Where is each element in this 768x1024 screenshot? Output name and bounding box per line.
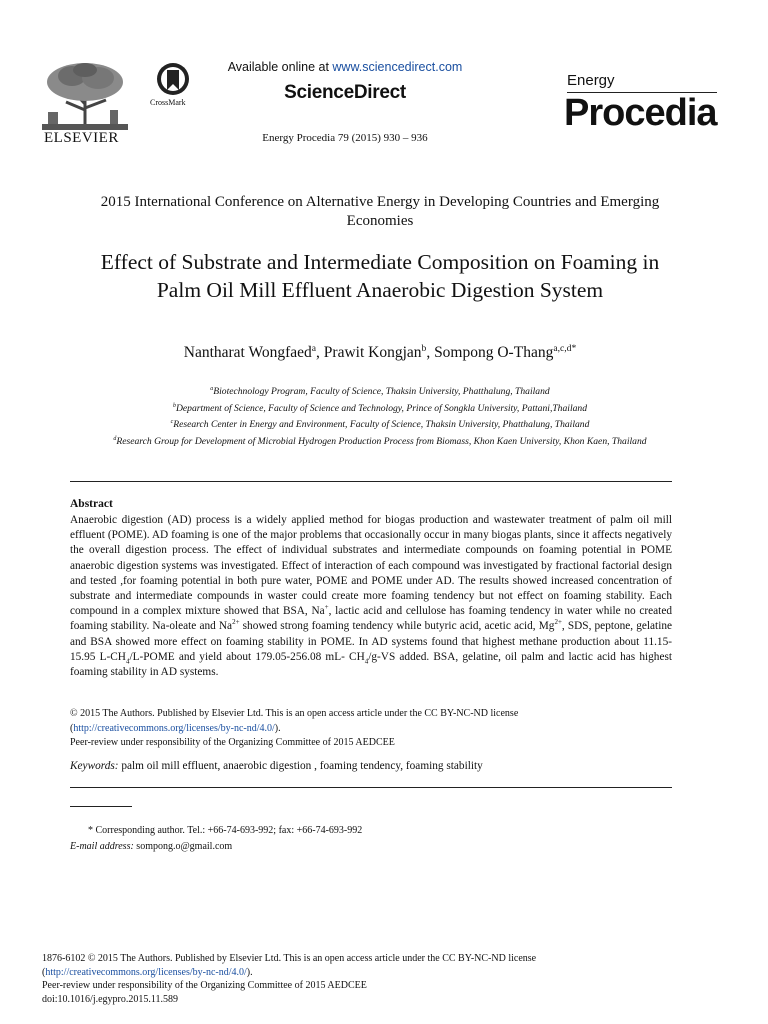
corresponding-author: * Corresponding author. Tel.: +66-74-693-992; fax: +66-74-693-992 — [88, 825, 363, 836]
sciencedirect-brand: ScienceDirect — [284, 82, 406, 103]
abstract-body: Anaerobic digestion (AD) process is a widely applied method for biogas production and wastewater treatment of palm oil mill effluent (POME). AD foaming is one of the major problems that occasionally occur in many biogas plants, since it affects negatively the overall digestion process. The effect of individual substrates and intermediate compounds on foaming potential in POME anaerobic digestion systems was investigated. Effect of interaction of each compound was investigated by fractional factorial design and tested ,for foaming potential in both pure water, POME and POME under AD. The results showed increased concentration of substrate and intermediate compounds in waster could create more foaming tendency but not effect on foaming stability. Each compound in a complex mixture showed that BSA, Na+, lactic acid and cellulose has foaming tendency in water while no created foaming stability. Na-oleate and $Na^{2+}$ showed strong foaming tendency while butyric acid, acetic acid, $Mg^{2+}$, SDS, peptone, gelatine and BSA showed more effect on foaming stability in POME. In AD systems found that highest methane production about 11.15-15.95 $L-CH_4/L$-POME and yield about 179.05-256.08 mL- $CH_4/g-VS$ added. BSA, gelatine, oil palm and lactic acid has highest foaming stability in AD systems. — [70, 514, 673, 679]
journal-name-bottom: Procedia — [564, 92, 717, 134]
email-line: E-mail address: sompong.o@gmail.com — [70, 841, 233, 852]
affiliations — [80, 384, 680, 450]
elsevier-tree-icon — [42, 60, 128, 130]
crossmark-logo[interactable] — [150, 62, 196, 112]
keywords-text: palm oil mill effluent, anaerobic digestion , foaming tendency, foaming stability — [118, 760, 483, 772]
author-name: Sompong O-Thang — [434, 344, 554, 361]
abstract-bottom-rule — [70, 787, 672, 788]
crossmark-label: CrossMark — [150, 98, 186, 107]
license-block: © 2015 The Authors. Published by Elsevier Ltd. This is an open access article under the CC BY-NC-ND license (http://creativecommons.org/licenses/by-nc-nd/4.0/). Peer-review under responsibility of the Organizing Committee of 2015 AEDCEE — [70, 708, 519, 748]
conference-name: 2015 International Conference on Alternative Energy in Developing Countries and Emerging Economies — [100, 194, 660, 229]
keywords — [70, 760, 672, 772]
author-list: Nantharat Wongfaed$^a$, Prawit Kongjan$^b$, Sompong O-Thang$^{a,c,d*}$ — [183, 342, 577, 361]
doi: doi:10.1016/j.egypro.2015.11.589 — [42, 994, 179, 1006]
footer-license-link[interactable]: http://creativecommons.org/licenses/by-nc-nd/4.0/ — [45, 966, 247, 978]
available-online: Available online at www.sciencedirect.com — [227, 60, 463, 74]
citation-line: Energy Procedia 79 (2015) 930 – 936 — [262, 132, 428, 144]
publisher-name: ELSEVIER — [44, 130, 119, 146]
journal-name-top: Energy — [567, 72, 615, 89]
keywords-label: Keywords: — [70, 760, 119, 772]
email-link[interactable]: sompong.o@gmail.com — [133, 841, 233, 852]
affiliation-item: $^d$Research Group for Development of Microbial Hydrogen Production Process from Biomass, Khon Kaen University, Khon Kaen, Thailand — [113, 435, 647, 447]
sciencedirect-link[interactable]: www.sciencedirect.com — [332, 60, 463, 74]
license-link[interactable]: http://creativecommons.org/licenses/by-nc-nd/4.0/ — [73, 722, 275, 734]
paper-title: Effect of Substrate and Intermediate Composition on Foaming in Palm Oil Mill Effluent Anaerobic Digestion System — [100, 250, 660, 302]
affiliation-item: $^c$Research Center in Energy and Environment, Faculty of Science, Thaksin University, Phatthalung, Thailand — [170, 418, 590, 430]
crossmark-icon — [156, 62, 190, 96]
copyright-footer: 1876-6102 © 2015 The Authors. Published by Elsevier Ltd. This is an open access article under the CC BY-NC-ND license (http://creativecommons.org/licenses/by-nc-nd/4.0/). Peer-review under responsibility of the Organizing Committee of 2015 AEDCEE doi:10.1016/j.egypro.2015.11.589 — [42, 952, 682, 1007]
elsevier-logo — [42, 60, 128, 148]
author-name: Prawit Kongjan — [323, 344, 422, 361]
affiliation-item: $^b$Department of Science, Faculty of Science and Technology, Prince of Songkla University, Pattani,Thailand — [173, 402, 587, 414]
abstract-heading: Abstract — [70, 498, 113, 510]
footnote-rule — [70, 806, 132, 807]
author-name: Nantharat Wongfaed — [183, 344, 312, 361]
affiliation-item: $^a$Biotechnology Program, Faculty of Science, Thaksin University, Phatthalung, Thailand — [210, 385, 550, 397]
abstract-top-rule — [70, 481, 672, 482]
